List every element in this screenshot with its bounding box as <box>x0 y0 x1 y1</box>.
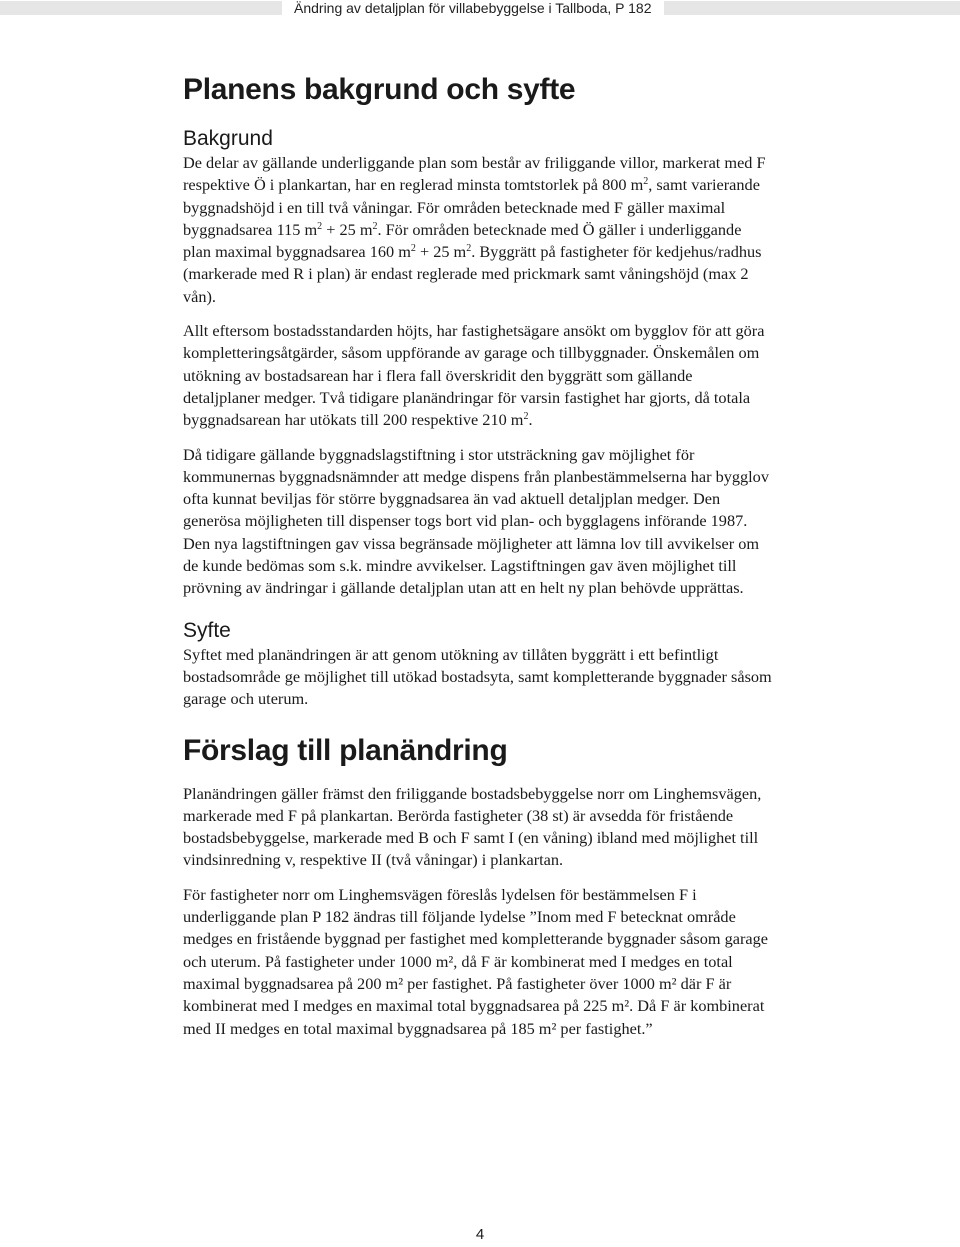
paragraph-bakgrund-2: Allt eftersom bostadsstandarden höjts, har fastighetsägare ansökt om bygglov för att göra kompletteringsåtgärder, såsom uppförande av garage och tillbyggnader. Önskemålen om utökning av bostadsarean har i flera fall överskridit den byggrätt som gällande detaljplaner medger. Två tidigare planändringar för varsin fastighet har gjorts, då totala byggnadsarean har utökats till 200 respektive 210 $m^2$. <box>183 321 765 430</box>
running-header <box>0 0 960 16</box>
section-title-proposal: Förslag till planändring <box>183 733 508 767</box>
subheading-bakgrund: Bakgrund <box>183 127 273 150</box>
header-title: Ändring av detaljplan för villabebyggelse i Tallboda, P 182 <box>294 0 652 16</box>
paragraph-proposal-2: För fastigheter norr om Linghemsvägen föreslås lydelsen för bestämmelsen F i underliggande plan P 182 ändras till följande lydelse ”Inom med F betecknat område medges en fristående byggnad per fastighet med kompletterande byggnader såsom garage och uterum. På fastigheter under 1000 m², då F är kombinerat med I medges en total maximal byggnadsarea på 200 m² per fastighet. På fastigheter över 1000 m² där F är kombinerat med I medges en maximal total byggnadsarea på 225 m². Då F är kombinerat med II medges en total maximal byggnadsarea på 185 m² per fastighet.” <box>183 884 769 1038</box>
header-bar-right <box>664 1 960 15</box>
page-content <box>183 66 773 1052</box>
subheading-syfte: Syfte <box>183 618 231 642</box>
paragraph-bakgrund-1: De delar av gällande underliggande plan som består av friliggande villor, markerat med F respektive Ö i plankartan, har en reglerad minsta tomtstorlek på 800 $m^2$, samt varierande byggnadshöjd i en till två våningar. För områden betecknade med F gäller maximal byggnadsarea 115 $m^2 + 25$ $m^2$. För områden betecknade med Ö gäller i underliggande plan maximal byggnadsarea 160 $m^2 + 25$ $m^2$. Byggrätt på fastigheter för kedjehus/radhus (markerade med R i plan) är endast reglerade med prickmark samt våningshöjd (max 2 vån). <box>183 153 766 306</box>
header-bar-left <box>0 1 282 15</box>
page-number: 4 <box>475 1226 485 1243</box>
section-title-background: Planens bakgrund och syfte <box>183 73 576 106</box>
paragraph-syfte-1: Syftet med planändringen är att genom utökning av tillåten byggrätt i ett befintligt bostadsområde ge möjlighet till utökad bostadsyta, samt kompletterande byggnader såsom garage och uterum. <box>183 644 772 709</box>
paragraph-bakgrund-3: Då tidigare gällande byggnadslagstiftning i stor utsträckning gav möjlighet för kommunernas byggnadsnämnder att medge dispens från planbestämmelserna har bygglov ofta kunnat beviljas för större byggnadsarea än vad aktuell detaljplan medger. Den generösa möjligheten till dispenser togs bort vid plan- och bygglagens införande 1987. Den nya lagstiftningen gav vissa begränsade möjligheter att lämna lov till avvikelser om de kunde bedömas som s.k. mindre avvikelser. Lagstiftningen gav även möjlighet till prövning av ändringar i gällande detaljplan utan att en helt ny plan behövde upprättas. <box>183 444 769 598</box>
paragraph-proposal-1: Planändringen gäller främst den friliggande bostadsbebyggelse norr om Linghemsvägen, markerade med F på plankartan. Berörda fastigheter (38 st) är avsedda för fristående bostadsbebyggelse, markerade med B och F samt I (en våning) ibland med möjlighet till vindsinredning v, respektive II (två våningar) i plankartan. <box>183 783 762 870</box>
